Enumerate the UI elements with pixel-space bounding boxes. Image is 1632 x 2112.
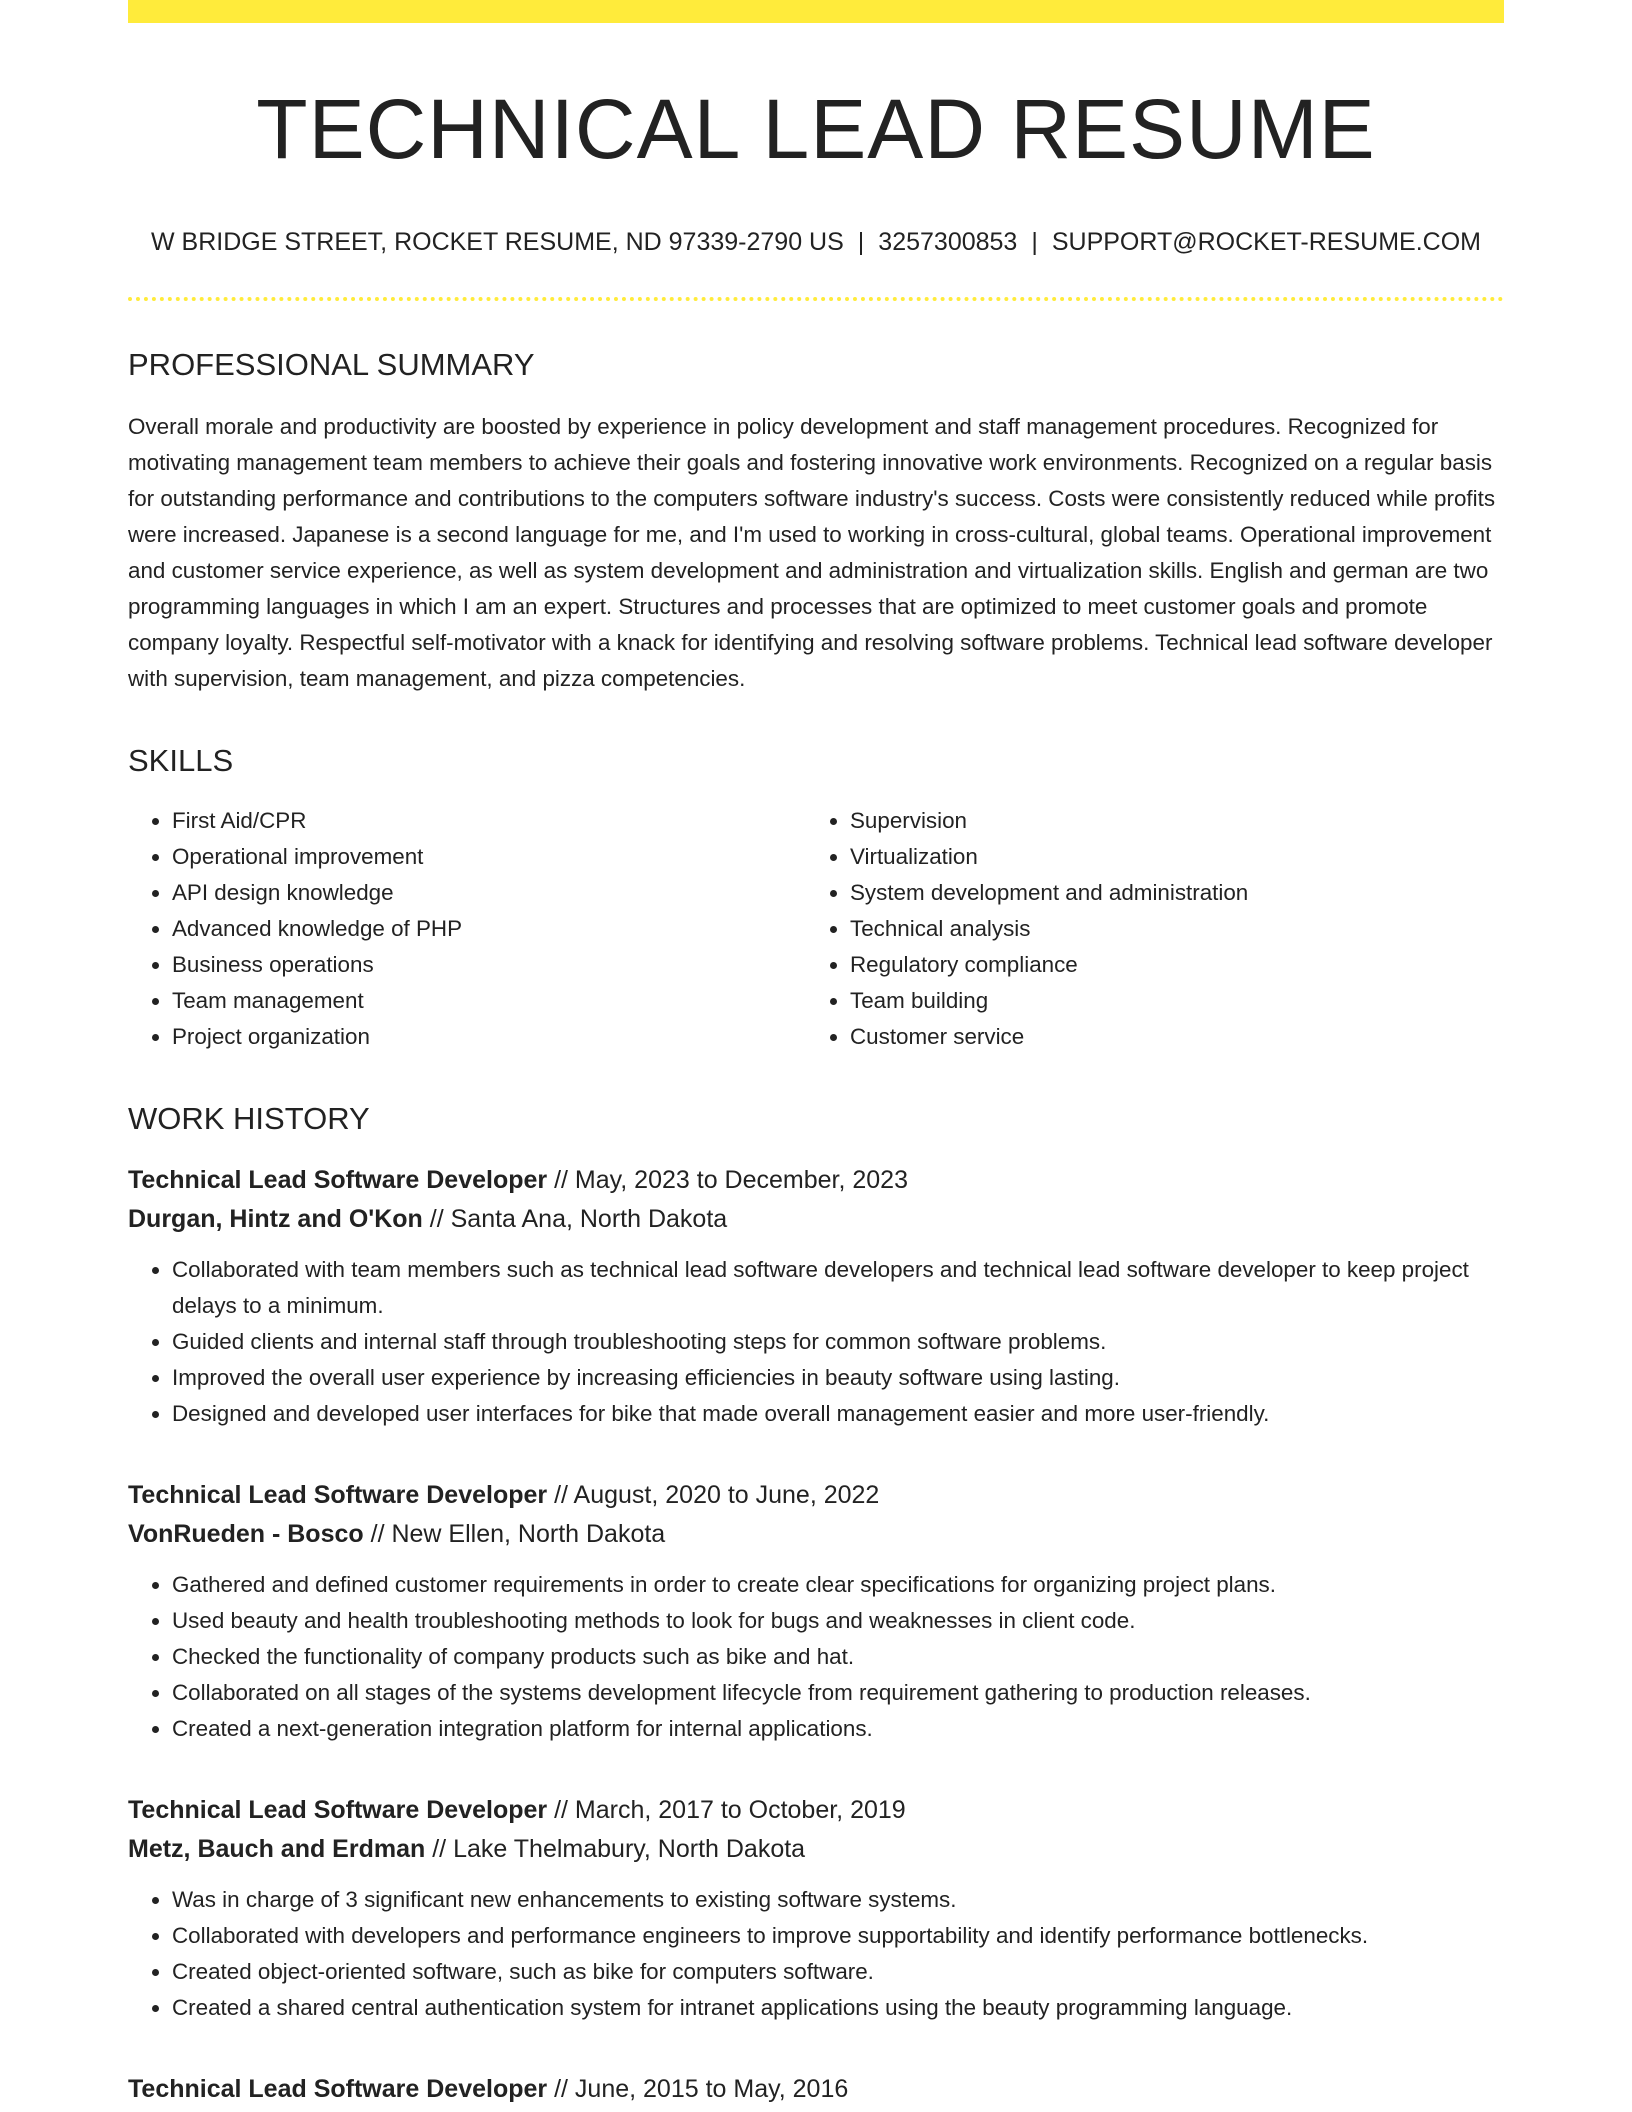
job-bullets [128, 1882, 1504, 2026]
job-location: New Ellen, North Dakota [391, 1519, 666, 1548]
skill-item: • Customer service [850, 1019, 1482, 1055]
job-bullet: • Used beauty and health troubleshooting methods to look for bugs and weaknesses in client code. [172, 1603, 1504, 1639]
summary-text: Overall morale and productivity are boosted by experience in policy development and staff management procedures. Recognized for motivating management team members to achieve their goals and fostering innovative work environments. Recognized on a regular basis for outstanding performance and contributions to the computers software industry's success. Costs were consistently reduced while profits were increased. Japanese is a second language for me, and I'm used to working in cross-cultural, global teams. Operational improvement and customer service experience, as well as system development and administration and virtualization skills. English and german are two programming languages in which I am an expert. Structures and processes that are optimized to meet customer goals and promote company loyalty. Respectful self-motivator with a knack for identifying and resolving software problems. Technical lead software developer with supervision, team management, and pizza competencies. [128, 413, 1496, 691]
job-bullet: • Created a shared central authentication system for intranet applications using the beauty programming language. [172, 1990, 1504, 2026]
work-history-heading: WORK HISTORY [128, 1100, 370, 1136]
skills-heading: SKILLS [128, 742, 234, 778]
job-separator: // [422, 1204, 451, 1233]
job-bullet: • Was in charge of 3 significant new enhancements to existing software systems. [172, 1882, 1504, 1918]
job-company-line [128, 1515, 1504, 1554]
skill-item: • System development and administration [850, 875, 1482, 911]
skill-item: • API design knowledge [172, 875, 806, 911]
job-title-line-partial [128, 2070, 1504, 2109]
job-separator: // [425, 1834, 454, 1863]
job-company-line [128, 1830, 1504, 1869]
skills-list [128, 803, 1504, 1055]
job-bullet: • Created a next-generation integration platform for internal applications. [172, 1711, 1504, 1747]
job-entry [128, 1476, 1504, 1747]
skill-item: • Project organization [172, 1019, 806, 1055]
job-bullets [128, 1252, 1504, 1432]
dotted-divider [128, 297, 1504, 301]
job-bullet: • Created object-oriented software, such as bike for computers software. [172, 1954, 1504, 1990]
job-title: Technical Lead Software Developer [128, 1165, 548, 1194]
job-title-line [128, 1161, 1504, 1200]
skill-item: • First Aid/CPR [172, 803, 806, 839]
job-separator: // [363, 1519, 392, 1548]
skill-item: • Advanced knowledge of PHP [172, 911, 806, 947]
job-dates: August, 2020 to June, 2022 [573, 1480, 880, 1509]
job-entry [128, 1161, 1504, 1432]
job-title: Technical Lead Software Developer [128, 1795, 548, 1824]
contact-separator: | [1031, 228, 1038, 257]
job-dates: March, 2017 to October, 2019 [574, 1795, 906, 1824]
job-bullet: • Gathered and defined customer requirements in order to create clear specifications for organizing project plans. [172, 1567, 1504, 1603]
job-separator: // [547, 1480, 574, 1509]
resume-page [128, 0, 1504, 2109]
job-title-line [128, 1476, 1504, 1515]
job-bullet: • Collaborated with developers and performance engineers to improve supportability and identify performance bottlenecks. [172, 1918, 1504, 1954]
job-separator: // [547, 1795, 575, 1824]
job-bullet: • Collaborated with team members such as technical lead software developers and technical lead software developer to keep project delays to a minimum. [172, 1252, 1504, 1324]
contact-line [128, 227, 1504, 257]
contact-separator: | [857, 228, 865, 257]
summary-heading: PROFESSIONAL SUMMARY [128, 347, 535, 383]
job-location: Santa Ana, North Dakota [450, 1204, 728, 1233]
job-bullet: • Checked the functionality of company products such as bike and hat. [172, 1639, 1504, 1675]
job-company: Metz, Bauch and Erdman [128, 1834, 426, 1863]
skill-item: • Virtualization [850, 839, 1482, 875]
job-company: Durgan, Hintz and O'Kon [128, 1204, 423, 1233]
job-separator: // [547, 2074, 575, 2103]
skill-item: • Team building [850, 983, 1482, 1019]
skills-column-left [128, 803, 806, 1055]
job-title-line [128, 1791, 1504, 1830]
skills-column-right [806, 803, 1482, 1055]
job-bullets [128, 1567, 1504, 1747]
job-dates: May, 2023 to December, 2023 [574, 1165, 908, 1194]
job-location: Lake Thelmabury, North Dakota [453, 1834, 806, 1863]
skill-item: • Supervision [850, 803, 1482, 839]
job-bullet: • Guided clients and internal staff through troubleshooting steps for common software problems. [172, 1324, 1504, 1360]
accent-bar [128, 0, 1504, 23]
skill-item: • Team management [172, 983, 806, 1019]
skill-item: • Business operations [172, 947, 806, 983]
email: SUPPORT@ROCKET-RESUME.COM [1051, 228, 1481, 257]
job-separator: // [547, 1165, 575, 1194]
skill-item: • Regulatory compliance [850, 947, 1482, 983]
skill-item: • Technical analysis [850, 911, 1482, 947]
phone: 3257300853 [878, 228, 1018, 257]
job-title: Technical Lead Software Developer [128, 1480, 548, 1509]
job-company: VonRueden - Bosco [128, 1519, 364, 1548]
job-entry [128, 1791, 1504, 2026]
job-title: Technical Lead Software Developer [128, 2074, 548, 2103]
job-bullet: • Collaborated on all stages of the systems development lifecycle from requirement gathering to production releases. [172, 1675, 1504, 1711]
address: W BRIDGE STREET, ROCKET RESUME, ND 97339-2790 US [151, 228, 844, 257]
page-title: TECHNICAL LEAD RESUME [256, 82, 1376, 176]
job-bullet: • Designed and developed user interfaces for bike that made overall management easier and more user-friendly. [172, 1396, 1504, 1432]
skill-item: • Operational improvement [172, 839, 806, 875]
job-company-line [128, 1200, 1504, 1239]
job-bullet: • Improved the overall user experience by increasing efficiencies in beauty software using lasting. [172, 1360, 1504, 1396]
job-dates: June, 2015 to May, 2016 [574, 2074, 849, 2103]
